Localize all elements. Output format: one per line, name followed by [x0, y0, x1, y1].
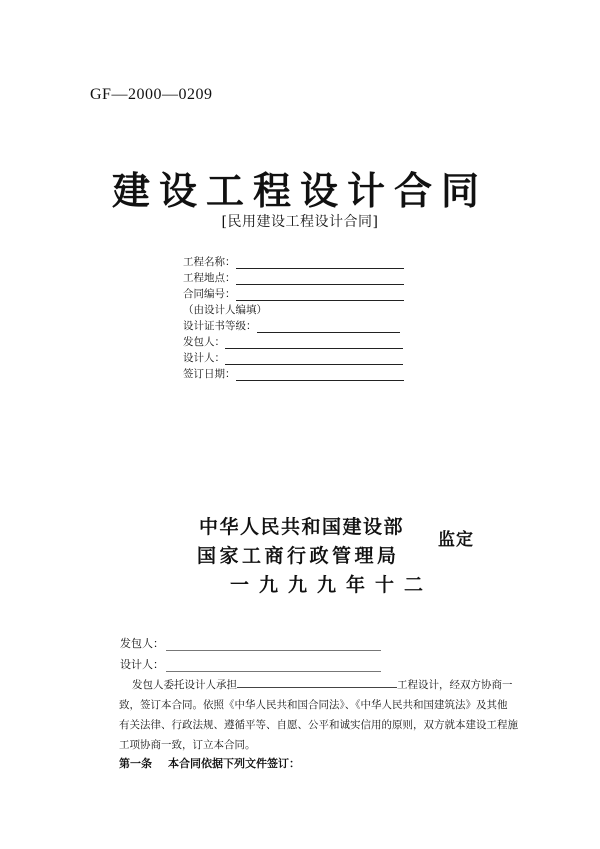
preamble-text: 工程设计，经双方协商一 — [397, 679, 513, 691]
document-code: GF—2000—0209 — [90, 86, 213, 103]
party-client-label: 发包人： — [120, 637, 164, 650]
article-number: 第一条 — [119, 757, 152, 770]
field-label: 签订日期： — [183, 368, 236, 380]
party-designer-label: 设计人： — [120, 658, 164, 671]
fill-line — [237, 677, 397, 688]
issue-date: 一九九九年十二 — [230, 574, 434, 596]
fill-line — [225, 353, 403, 365]
field-label: 工程地点： — [183, 272, 236, 284]
field-label: 设计证书等级： — [183, 320, 257, 332]
field-contract-number — [183, 286, 404, 301]
preamble-line-2: 致，签订本合同。依照《中华人民共和国合同法》、《中华人民共和国建筑法》及其他 — [119, 699, 508, 711]
field-label: 合同编号： — [183, 288, 236, 300]
fill-line — [225, 337, 403, 349]
authority-administration: 国家工商行政管理局 — [197, 545, 400, 567]
preamble-line-1 — [132, 674, 513, 696]
fill-line — [166, 660, 381, 672]
article-1-heading — [119, 755, 300, 771]
field-sign-date — [183, 366, 404, 381]
fill-line — [236, 273, 404, 285]
field-label: 发包人： — [183, 336, 225, 348]
preamble-line-4: 工项协商一致，订立本合同。 — [119, 739, 256, 751]
field-contract-number-note — [183, 302, 267, 317]
document-title: 建设工程设计合同 — [111, 168, 488, 213]
field-note: （由设计人编填） — [183, 304, 267, 316]
fill-line — [236, 257, 404, 269]
document-subtitle: [民用建设工程设计合同] — [221, 214, 379, 230]
field-designer — [183, 350, 403, 365]
field-client — [183, 334, 403, 349]
fill-line — [257, 321, 400, 333]
fill-line — [166, 639, 381, 651]
fill-line — [236, 369, 404, 381]
party-designer — [120, 656, 381, 672]
field-label: 工程名称： — [183, 256, 236, 268]
article-text: 本合同依据下列文件签订： — [168, 757, 300, 770]
field-project-location — [183, 270, 404, 285]
endorsement-label: 监定 — [438, 530, 474, 550]
party-client — [120, 635, 381, 651]
preamble-line-3: 有关法律、行政法规、遵循平等、自愿、公平和诚实信用的原则，双方就本建设工程施 — [119, 719, 518, 731]
field-project-name — [183, 254, 404, 269]
fill-line — [236, 289, 404, 301]
preamble-text: 发包人委托设计人承担 — [132, 679, 237, 691]
field-certificate-grade — [183, 318, 400, 333]
field-label: 设计人： — [183, 352, 225, 364]
authority-ministry: 中华人民共和国建设部 — [199, 516, 405, 538]
